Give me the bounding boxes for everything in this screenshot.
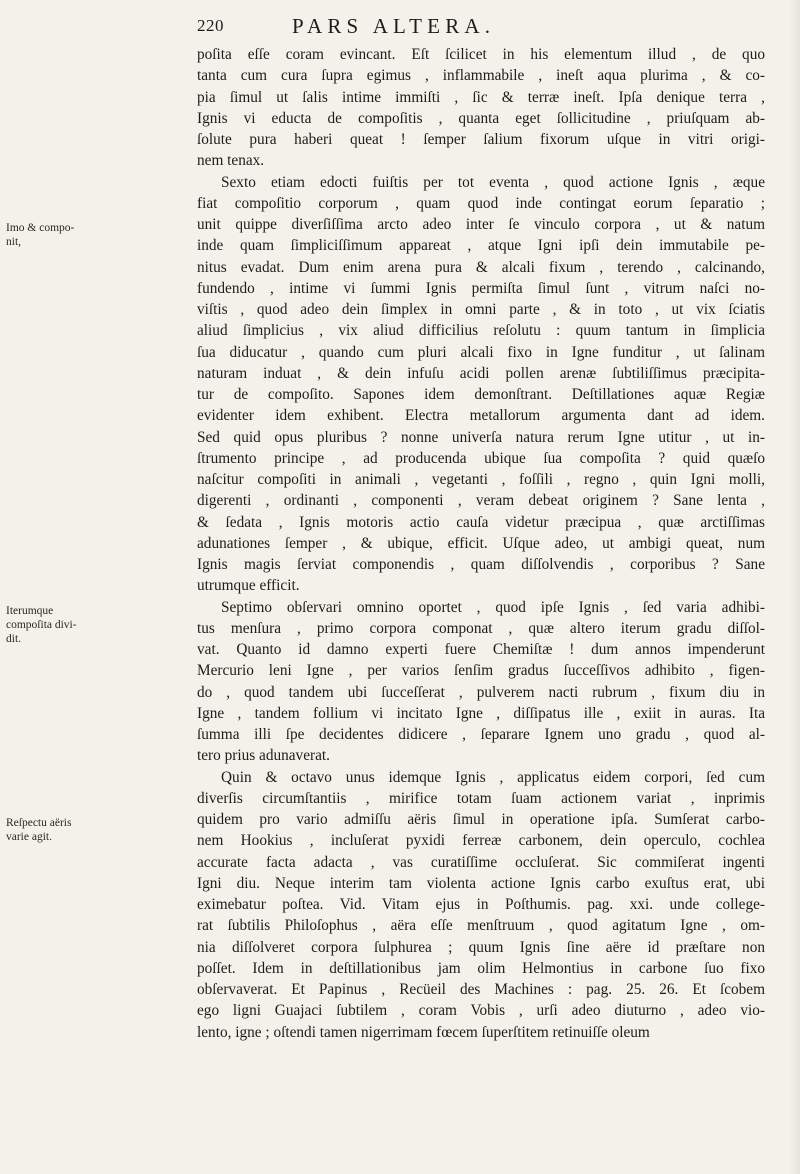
text-line: nem Hookius , incluſerat pyxidi ferreæ carbonem, dein operculo, cochlea [197,832,765,850]
text-line: evidenter idem exhibent. Electra metallorum argumenta dant ad idem. [197,407,765,425]
text-line: Quin & octavo unus idemque Ignis , applicatus eidem corpori, ſed cum [221,768,765,786]
text-line: fundendo , intime vi ſummi Ignis permiſta ſimul ſunt , vitrum naſci no- [197,279,765,297]
text-line: poſita eſſe coram evincant. Eſt ſcilicet in his elementum illud , de quo [197,46,765,63]
text-line: ſtrumento principe , ad producenda ubique ſua compoſita ? quid quæſo [197,449,765,467]
text-line: rat ſubtilis Philoſophus , aëra eſſe menſtruum , quod agitatum Igne , om- [197,917,765,935]
text-line: ſumma illi ſpe decidentes didicere , ſeparare Ignem uno gradu , quod al- [197,726,765,743]
text-line: ego ligni Guajaci ſubtilem , coram Vobis , urſi adeo diuturno , adeo vio- [197,1002,765,1020]
margin-note-compositio [6,221,98,249]
text-line: Igni diu. Neque interim tam violenta actione Ignis carbo exuſtus erat, ubi [197,874,765,892]
running-head [197,14,765,40]
margin-note-line: Reſpectu aëris [6,817,72,829]
text-line: lento, igne ; oſtendi tamen nigerrimam fœcem ſuperſtitem retinuiſſe oleum [197,1023,650,1041]
text-line: nem tenax. [197,152,265,170]
text-line: poſſet. Idem in deſtillationibus jam olim Helmontius in carbone ſuo fixo [197,959,765,977]
text-line: diverſis circumſtantiis , mirifice totam ſuam actionem variat , inprimis [197,789,765,807]
text-line: naſcitur compoſiti in animali , vegetanti , foſſili , regno , quin Igni molli, [197,471,765,488]
text-line: Sed quid opus pluribus ? nonne univerſa natura rerum Igne utitur , ut in- [197,428,765,446]
text-line: viſtis , quod adeo dein ſimplex in omni parte , & in toto , ut vix ſciatis [197,301,765,318]
text-line: nia diſſolveret corpora ſulphurea ; quum Ignis ſine aëre id præſtare non [197,938,765,956]
text-line: eximebatur poſtea. Vid. Vitam ejus in Poſthumis. pag. xxi. unde college- [197,896,765,913]
text-line: obſervaverat. Et Papinus , Recüeil des Machines : pag. 25. 26. Et ſcobem [197,981,765,998]
body-text [197,44,765,1043]
text-line: vat. Quanto id damno experti fuere Chemiſtæ ! dum annos impenderunt [197,641,765,658]
text-line: tanta cum cura ſupra egimus , inflammabile , ineſt aqua plurima , & co- [197,67,765,85]
margin-note-iterum [6,604,98,646]
text-line: Sexto etiam edocti fuiſtis per tot eventa , quod actione Ignis , æque [221,173,765,191]
running-title: PARS ALTERA. [292,14,496,38]
margin-note-line: Iterumque [6,605,54,617]
text-line: Ignis vi educta de compoſitis , quanta eget ſollicitudine , priuſquam ab- [197,109,765,127]
text-line: & ſedata , Ignis motoris actio cauſa videtur præcipua , quæ arctiſſimas [197,513,765,531]
margin-note-line: dit. [6,633,22,645]
page-edge-shadow [788,0,800,1174]
margin-note-aeris [6,816,98,844]
text-line: ſua diducatur , quando cum pluri alcali fixo in Igne funditur , ut ſalinam [197,343,765,361]
text-line: fiat compoſitio corporum , quam quod inde contingat eorum ſeparatio ; [197,194,765,212]
margin-note-line: varie agit. [6,831,52,843]
text-line: Septimo obſervari omnino oportet , quod ipſe Ignis , ſed varia adhibi- [221,598,765,616]
text-line: pia ſimul ut ſalis intime immiſti , ſic & terræ ineſt. Ipſa denique terra , [197,88,765,106]
text-line: tero prius adunaverat. [197,747,330,765]
page-number: 220 [197,16,224,35]
text-line: nitus evadat. Dum enim arena pura & alcali fixum , terendo , calcinando, [197,258,765,276]
text-line: Mercurio leni Igne , per varios ſenſim gradus ſucceſſivos adhibito , figen- [197,662,765,680]
text-line: aliud ſimplicius , vix aliud difficilius reſolutu : quum tantum in ſimplicia [197,322,765,340]
text-line: naturam induat , & dein infuſu acidi pollen arenæ ſubtiliſſimus præcipita- [197,364,765,382]
text-line: Igne , tandem follium vi incitato Igne , diſſipatus ille , exiit in auras. Ita [197,704,765,722]
text-line: tus menſura , primo corpora componat , quæ altero iterum gradu diſſol- [197,619,765,637]
text-line: utrumque efficit. [197,577,300,595]
text-line: adunationes ſemper , & ubique, efficit. Uſque adeo, ut ambigi queat, num [197,534,765,552]
text-line: tur de compoſito. Sapones idem demonſtrant. Deſtillationes aquæ Regiæ [197,386,765,403]
text-line: ſolute pura haberi queat ! ſemper ſalium fixorum uſque in vitri origi- [197,131,765,148]
margin-note-line: nit, [6,236,22,248]
text-line: unit quippe diverſiſſima arcto adeo inter ſe vinculo corpora , ut & natum [197,216,765,233]
text-line: do , quod tandem ubi ſucceſſerat , pulverem nacti rubrum , fixum diu in [197,683,765,701]
text-line: quidem pro vario admiſſu aëris ſimul in operatione ipſa. Sumſerat carbo- [197,811,765,828]
text-line: inde quam ſimpliciſſimum appareat , atque Igni ipſi dein immutabile pe- [197,237,765,255]
text-line: Ignis magis ſerviat componendis , quam diſſolvendis , corporibus ? Sane [197,556,765,573]
margin-note-line: compoſita divi- [6,619,77,631]
text-line: accurate facta adacta , vas curatiſſime occluſerat. Sic commiſerat ingenti [197,853,765,871]
margin-note-line: Imo & compo- [6,222,75,234]
text-line: digerenti , ordinanti , componenti , veram debeat originem ? Sane lenta , [197,492,765,510]
